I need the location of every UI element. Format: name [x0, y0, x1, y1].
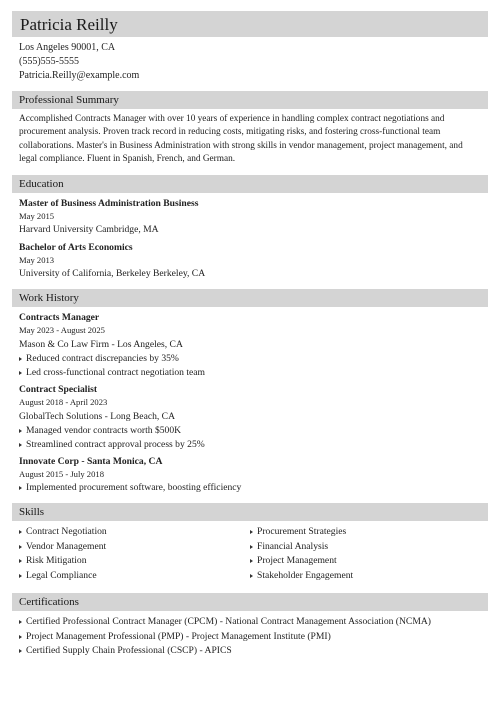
job-date: May 2023 - August 2025: [19, 324, 105, 335]
list-item: [250, 569, 481, 584]
certifications-list: [19, 615, 481, 659]
name-header: [12, 11, 488, 37]
list-item: [19, 481, 481, 496]
job-company: GlobalTech Solutions - Long Beach, CA: [19, 410, 176, 422]
job-date: August 2018 - April 2023: [19, 396, 108, 407]
bullet-icon: [250, 574, 253, 578]
bullet-icon: [19, 649, 22, 653]
certification-text: Certified Professional Contract Manager (CPCM) - National Contract Management Association (NCMA): [26, 616, 431, 628]
contact-phone: (555)555-5555: [19, 56, 79, 67]
list-item: [19, 554, 250, 569]
section-heading-skills: Skills: [12, 503, 488, 521]
bullet-icon: [19, 574, 22, 578]
bullet-icon: [250, 559, 253, 563]
work-section: [12, 307, 488, 496]
education-degree: Bachelor of Arts Economics: [19, 241, 133, 253]
certifications-section: [12, 611, 488, 659]
skill-text: Project Management: [257, 555, 337, 567]
skills-column-left: [19, 525, 250, 583]
job-bullets: [19, 352, 481, 381]
list-item: [19, 424, 481, 439]
bullet-icon: [19, 486, 22, 490]
skills-grid: [19, 525, 481, 585]
bullet-text: Implemented procurement software, boosting efficiency: [26, 481, 242, 493]
list-item: [19, 569, 250, 584]
job-bullets: [19, 424, 481, 453]
summary-section: [12, 109, 488, 167]
skill-text: Contract Negotiation: [26, 526, 107, 538]
list-item: [19, 630, 481, 645]
list-item: [250, 525, 481, 540]
bullet-icon: [19, 559, 22, 563]
education-section: [12, 193, 488, 281]
certification-text: Project Management Professional (PMP) - Project Management Institute (PMI): [26, 630, 331, 642]
section-heading-work: Work History: [12, 289, 488, 307]
list-item: [19, 615, 481, 630]
resume-page: [12, 11, 488, 661]
bullet-icon: [19, 545, 22, 549]
bullet-text: Led cross-functional contract negotiation team: [26, 367, 206, 379]
education-school: Harvard University Cambridge, MA: [19, 223, 159, 235]
bullet-icon: [19, 530, 22, 534]
job-title: Contracts Manager: [19, 311, 100, 323]
job-title: Contract Specialist: [19, 383, 98, 395]
certification-text: Certified Supply Chain Professional (CSCP) - APICS: [26, 645, 232, 657]
education-entry: [19, 241, 481, 281]
contact-location: Los Angeles 90001, CA: [19, 42, 116, 53]
list-item: [19, 438, 481, 453]
education-degree: Master of Business Administration Business: [19, 197, 199, 209]
section-heading-certifications: Certifications: [12, 593, 488, 611]
summary-text: Accomplished Contracts Manager with over 10 years of experience in handling complex contract negotiations and procurement analysis. Proven track record in reducing costs, mitigating risks, and fostering cross-functional team collaborations. Master's in Business Administration with strong skills in vendor management, project management, and legal compliance. Fluent in Spanish, French, and German.: [19, 114, 463, 165]
skill-text: Legal Compliance: [26, 569, 97, 581]
bullet-icon: [19, 443, 22, 447]
skill-text: Financial Analysis: [257, 540, 329, 552]
job-entry: [19, 455, 481, 496]
bullet-text: Streamlined contract approval process by 25%: [26, 439, 205, 451]
list-item: [250, 554, 481, 569]
bullet-icon: [250, 530, 253, 534]
list-item: [19, 644, 481, 659]
skill-text: Procurement Strategies: [257, 526, 347, 538]
job-entry: [19, 311, 481, 381]
skills-column-right: [250, 525, 481, 583]
contact-info: [19, 41, 488, 83]
bullet-icon: [19, 620, 22, 624]
job-entry: [19, 383, 481, 453]
bullet-icon: [19, 429, 22, 433]
bullet-icon: [19, 371, 22, 375]
contact-email: Patricia.Reilly@example.com: [19, 70, 140, 81]
list-item: [19, 366, 481, 381]
skill-text: Vendor Management: [26, 540, 107, 552]
list-item: [19, 525, 250, 540]
section-heading-education: Education: [12, 175, 488, 193]
bullet-icon: [250, 545, 253, 549]
bullet-icon: [19, 357, 22, 361]
bullet-text: Reduced contract discrepancies by 35%: [26, 352, 179, 364]
section-heading-summary: Professional Summary: [12, 91, 488, 109]
list-item: [19, 352, 481, 367]
job-company: Mason & Co Law Firm - Los Angeles, CA: [19, 338, 183, 350]
job-date: August 2015 - July 2018: [19, 468, 104, 479]
bullet-icon: [19, 635, 22, 639]
skills-section: [12, 521, 488, 585]
education-date: May 2015: [19, 210, 55, 221]
skill-text: Stakeholder Engagement: [257, 569, 354, 581]
education-date: May 2013: [19, 254, 55, 265]
bullet-text: Managed vendor contracts worth $500K: [26, 424, 182, 436]
job-title: Innovate Corp - Santa Monica, CA: [19, 455, 163, 467]
candidate-name: Patricia Reilly: [20, 14, 118, 34]
list-item: [250, 540, 481, 555]
job-bullets: [19, 481, 481, 496]
education-school: University of California, Berkeley Berkeley, CA: [19, 267, 206, 279]
list-item: [19, 540, 250, 555]
skill-text: Risk Mitigation: [26, 555, 87, 567]
education-entry: [19, 197, 481, 237]
